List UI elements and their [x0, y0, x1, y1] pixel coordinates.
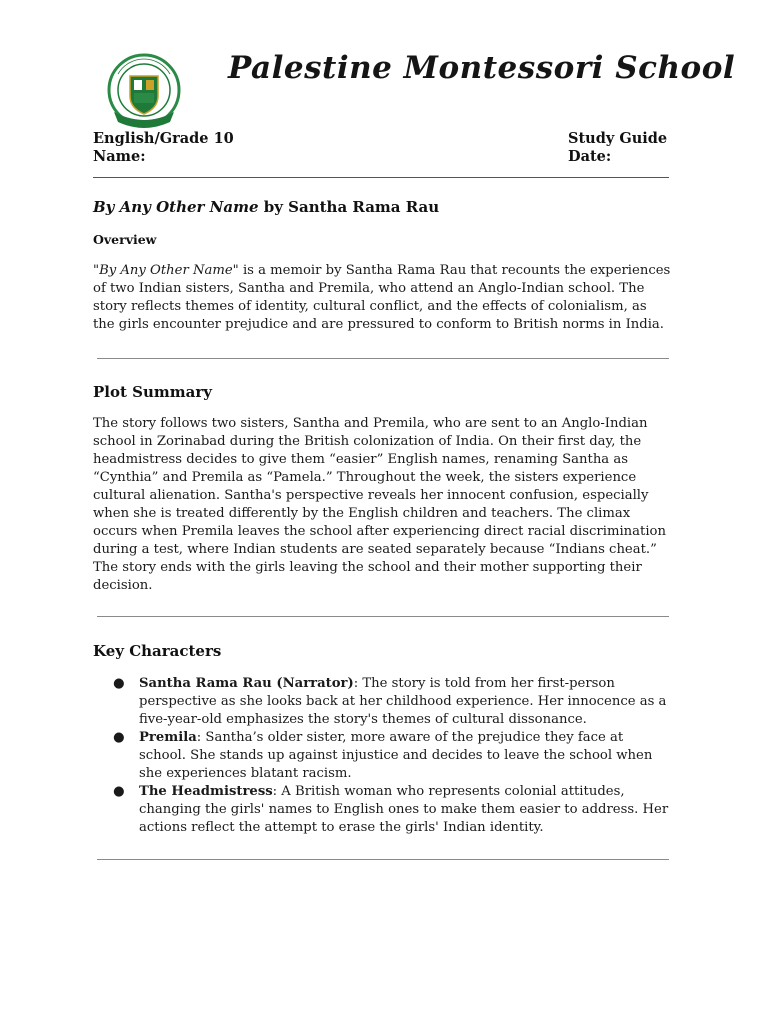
date-label: Date: — [568, 148, 612, 165]
school-crest-icon — [104, 52, 184, 132]
overview-label: Overview — [93, 232, 157, 247]
work-title: By Any Other Name — [93, 198, 259, 216]
meta-right — [568, 130, 667, 166]
meta-left — [93, 130, 234, 166]
overview-work-title: "By Any Other Name" — [93, 263, 239, 278]
bullet-icon: ● — [113, 676, 125, 691]
character-description: : Santha’s older sister, more aware of the prejudice they face at school. She stands up against injustice and decides to leave the school when she experiences blatant racism. — [139, 730, 653, 781]
school-name: Palestine Montessori School — [228, 50, 736, 86]
subject-grade: English/Grade 10 — [93, 130, 234, 147]
character-description: : A British woman who represents colonial attitudes, changing the girls' names to English ones to make them easier to address. Her actions reflect the attempt to erase the girls' Indian identity. — [139, 784, 669, 835]
character-name: Santha Rama Rau (Narrator) — [139, 676, 354, 691]
list-item — [93, 675, 671, 729]
name-label: Name: — [93, 148, 146, 165]
bullet-icon: ● — [113, 784, 125, 799]
plot-summary-heading: Plot Summary — [93, 383, 212, 401]
list-item — [93, 783, 671, 837]
header-divider — [93, 177, 669, 178]
character-name: The Headmistress — [139, 784, 273, 799]
section-divider — [97, 859, 669, 860]
document-title — [93, 198, 439, 216]
character-description: : The story is told from her first-person perspective as she looks back at her childhood experience. Her innocence as a five-year-old emphasizes the story's themes of cultural dissonance. — [139, 676, 667, 727]
bullet-icon: ● — [113, 730, 125, 745]
byline: by Santha Rama Rau — [258, 198, 440, 216]
character-list — [93, 675, 671, 837]
section-divider — [97, 358, 669, 359]
overview-text: is a memoir by Santha Rama Rau that recounts the experiences of two Indian sisters, Santha and Premila, who attend an Anglo-Indian school. The story reflects themes of identity, cultural conflict, and the effects of colonialism, as the girls encounter prejudice and are pressured to conform to British norms in India. — [93, 263, 671, 332]
overview-paragraph — [93, 262, 671, 334]
doc-type: Study Guide — [568, 130, 668, 147]
list-item — [93, 729, 671, 783]
key-characters-heading: Key Characters — [93, 642, 222, 660]
section-divider — [97, 616, 669, 617]
plot-summary-paragraph: The story follows two sisters, Santha and Premila, who are sent to an Anglo-Indian school in Zorinabad during the British colonization of India. On their first day, the headmistress decides to give them “easier” English names, renaming Santha as “Cynthia” and Premila as “Pamela.” Throughout the week, the sisters experience cultural alienation. Santha's perspective reveals her innocent confusion, especially when she is treated differently by the English children and teachers. The climax occurs when Premila leaves the school after experiencing direct racial discrimination during a test, where Indian students are seated separately because “Indians cheat.” The story ends with the girls leaving the school and their mother supporting their decision. — [93, 416, 666, 593]
character-name: Premila — [139, 730, 197, 745]
